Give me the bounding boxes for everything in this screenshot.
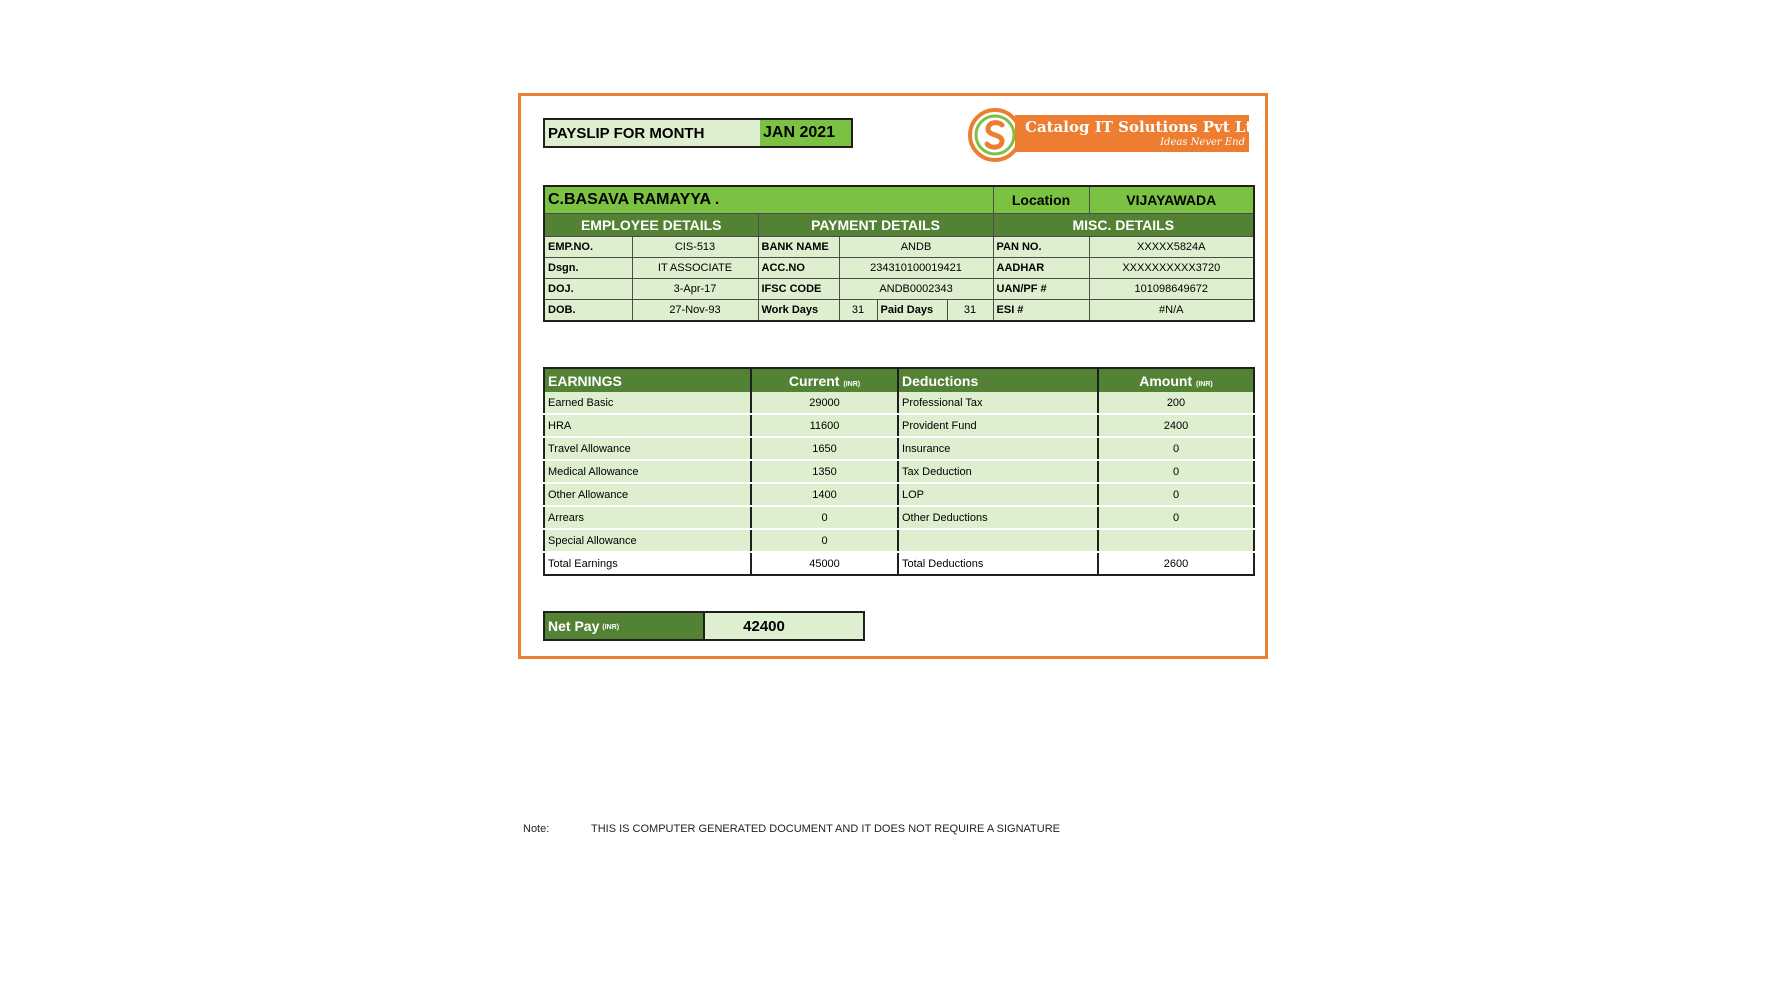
esi-label: ESI # — [993, 300, 1089, 322]
payslip-month-value: JAN 2021 — [760, 120, 851, 146]
table-row — [544, 529, 1254, 552]
net-pay-label: Net Pay — [548, 618, 600, 634]
acc-no-label: ACC.NO — [758, 258, 839, 279]
earning-name: HRA — [544, 414, 751, 437]
net-pay-label-cell — [545, 613, 705, 639]
deduction-amount: 0 — [1098, 460, 1254, 483]
section-header-row — [544, 214, 1254, 237]
company-tagline: Ideas Never End — [1160, 137, 1245, 148]
deduction-name: LOP — [898, 483, 1098, 506]
deduction-amount: 0 — [1098, 483, 1254, 506]
bank-name-value: ANDB — [839, 237, 993, 258]
details-row — [544, 300, 1254, 322]
aadhar-label: AADHAR — [993, 258, 1089, 279]
earning-current: 29000 — [751, 392, 898, 414]
uan-label: UAN/PF # — [993, 279, 1089, 300]
employee-name: C.BASAVA RAMAYYA . — [544, 186, 993, 214]
ifsc-label: IFSC CODE — [758, 279, 839, 300]
deduction-name: Professional Tax — [898, 392, 1098, 414]
earning-name: Travel Allowance — [544, 437, 751, 460]
dob-value: 27-Nov-93 — [632, 300, 758, 322]
deduction-amount: 0 — [1098, 437, 1254, 460]
deduction-name: Provident Fund — [898, 414, 1098, 437]
deduction-amount: 200 — [1098, 392, 1254, 414]
earning-current: 1650 — [751, 437, 898, 460]
payslip-month-label: PAYSLIP FOR MONTH — [545, 120, 760, 146]
details-row — [544, 258, 1254, 279]
deduction-name: Insurance — [898, 437, 1098, 460]
table-row — [544, 437, 1254, 460]
earning-name: Other Allowance — [544, 483, 751, 506]
table-row — [544, 460, 1254, 483]
net-pay-box — [543, 611, 865, 641]
uan-value: 101098649672 — [1089, 279, 1254, 300]
employee-info-table — [543, 185, 1255, 322]
aadhar-value: XXXXXXXXXX3720 — [1089, 258, 1254, 279]
dsgn-label: Dsgn. — [544, 258, 632, 279]
details-row — [544, 279, 1254, 300]
deduction-name — [898, 529, 1098, 552]
amount-header — [1098, 368, 1254, 392]
dsgn-value: IT ASSOCIATE — [632, 258, 758, 279]
earning-current: 0 — [751, 506, 898, 529]
deduction-amount — [1098, 529, 1254, 552]
earning-current: 11600 — [751, 414, 898, 437]
amount-header-label: Amount — [1139, 372, 1193, 389]
esi-value: #N/A — [1089, 300, 1254, 322]
total-earnings-value: 45000 — [751, 552, 898, 575]
bank-name-label: BANK NAME — [758, 237, 839, 258]
table-row — [544, 392, 1254, 414]
employee-details-header: EMPLOYEE DETAILS — [544, 214, 758, 237]
net-pay-currency: (INR) — [602, 624, 620, 631]
earning-current: 0 — [751, 529, 898, 552]
earning-current: 1400 — [751, 483, 898, 506]
net-pay-value: 42400 — [705, 613, 863, 639]
table-row — [544, 483, 1254, 506]
acc-no-value: 234310100019421 — [839, 258, 993, 279]
details-row — [544, 237, 1254, 258]
deduction-amount: 0 — [1098, 506, 1254, 529]
work-days-value: 31 — [839, 300, 877, 322]
dob-label: DOB. — [544, 300, 632, 322]
payslip-document — [518, 93, 1268, 659]
pan-label: PAN NO. — [993, 237, 1089, 258]
emp-no-label: EMP.NO. — [544, 237, 632, 258]
ifsc-value: ANDB0002343 — [839, 279, 993, 300]
paid-days-label: Paid Days — [877, 300, 947, 322]
current-header — [751, 368, 898, 392]
total-deductions-value: 2600 — [1098, 552, 1254, 575]
current-header-label: Current — [788, 372, 840, 389]
table-row — [544, 414, 1254, 437]
doj-value: 3-Apr-17 — [632, 279, 758, 300]
deductions-header: Deductions — [898, 368, 1098, 392]
total-earnings-label: Total Earnings — [544, 552, 751, 575]
emp-no-value: CIS-513 — [632, 237, 758, 258]
earning-name: Earned Basic — [544, 392, 751, 414]
employee-name-row — [544, 186, 1254, 214]
pan-value: XXXXX5824A — [1089, 237, 1254, 258]
amount-currency-label: (INR) — [1196, 380, 1213, 388]
payment-details-header: PAYMENT DETAILS — [758, 214, 993, 237]
total-deductions-label: Total Deductions — [898, 552, 1098, 575]
misc-details-header: MISC. DETAILS — [993, 214, 1254, 237]
earnings-header: EARNINGS — [544, 368, 751, 392]
current-currency-label: (INR) — [843, 380, 861, 388]
totals-row — [544, 552, 1254, 575]
earning-name: Medical Allowance — [544, 460, 751, 483]
deduction-name: Other Deductions — [898, 506, 1098, 529]
note-text: THIS IS COMPUTER GENERATED DOCUMENT AND IT DOES NOT REQUIRE A SIGNATURE — [591, 823, 1060, 835]
payslip-month-box — [543, 118, 853, 148]
doj-label: DOJ. — [544, 279, 632, 300]
company-logo — [967, 107, 1263, 163]
table-row — [544, 506, 1254, 529]
work-days-label: Work Days — [758, 300, 839, 322]
paid-days-value: 31 — [947, 300, 993, 322]
footer-note — [523, 823, 1060, 835]
location-value: VIJAYAWADA — [1089, 186, 1254, 214]
earning-current: 1350 — [751, 460, 898, 483]
earning-name: Arrears — [544, 506, 751, 529]
note-label: Note: — [523, 823, 550, 835]
earning-name: Special Allowance — [544, 529, 751, 552]
earnings-deductions-table — [543, 367, 1255, 576]
location-label: Location — [993, 186, 1089, 214]
earnings-header-row — [544, 368, 1254, 392]
deduction-amount: 2400 — [1098, 414, 1254, 437]
company-name: Catalog IT Solutions Pvt Ltd — [1025, 118, 1263, 136]
deduction-name: Tax Deduction — [898, 460, 1098, 483]
